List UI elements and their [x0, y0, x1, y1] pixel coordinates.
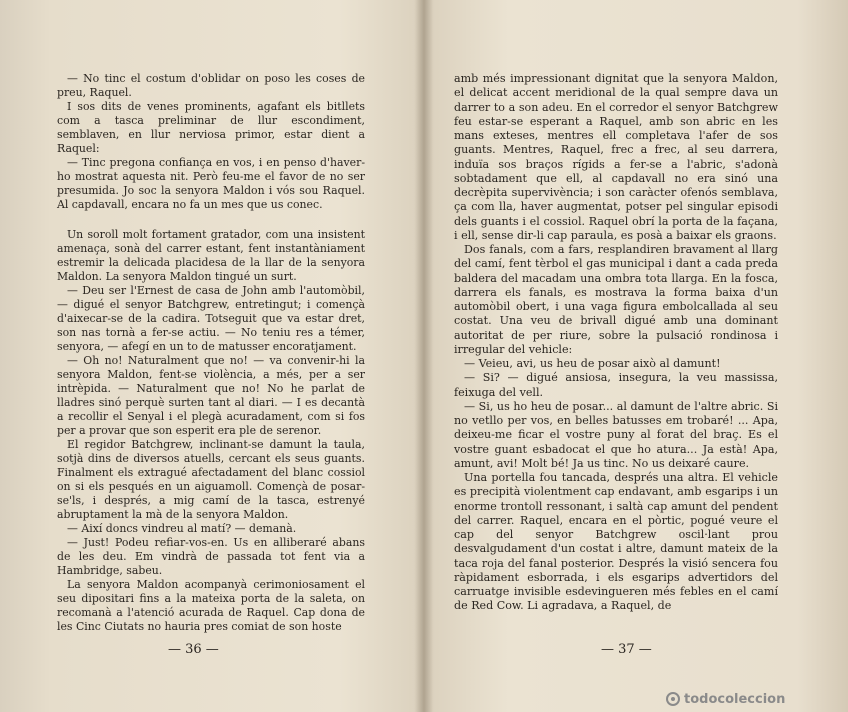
page-number-right: — 37 —	[601, 642, 652, 657]
watermark-text: todocoleccion	[684, 691, 786, 707]
paragraph: amb més impressionant dignitat que la senyora Maldon, el delicat accent meridional de la qual sempre dava un darrer to a son adeu. En el corredor el senyor Batchgrew feu estar-se esperant a Raquel, amb son abric en les mans exteses, mentres ell completava l'afer de sos guants. Mentres, Raquel, frec a frec, al seu darrera, induïa sos braços rígids a fer-se a l'abric, s'adonà sobtadament que ell, al capdavall no era sinó una decrèpita supervivència; i son caràcter ofenós semblava, ça com lla, haver augmentat, potser pel singular episodi dels guants i el cossiol. Raquel obrí la porta de la façana, i ell, sense dir-li cap paraula, es posà a baixar els graons.	[454, 72, 778, 242]
watermark-logo-icon	[666, 692, 680, 706]
paragraph: — Deu ser l'Ernest de casa de John amb l'automòbil, — digué el senyor Batchgrew, entretingut; i començà d'aixecar-se de la cadira. Totseguit que va estar dret, son nas tornà a fer-se actiu. — No teniu res a témer, senyora, — afegí en un to de matusser encoratjament.	[57, 284, 365, 353]
paragraph: — Tinc pregona confiança en vos, i en penso d'haver-ho mostrat aquesta nit. Però feu-me el favor de no ser presumida. Jo soc la senyora Maldon i vós sou Raquel. Al capdavall, encara no fa un mes que us conec.	[57, 156, 365, 211]
paragraph: — Just! Podeu refiar-vos-en. Us en alliberaré abans de les deu. Em vindrà de passada tot fent via a Hambridge, sabeu.	[57, 536, 365, 577]
right-page-text	[454, 72, 778, 614]
paragraph: Una portella fou tancada, després una altra. El vehicle es precipità violentment cap endavant, amb esgarips i un enorme trontoll ressonant, i saltà cap amunt del pendent del carrer. Raquel, encara en el pòrtic, pogué veure el cap del senyor Batchgrew oscil·lant prou desvalgudament d'un costat i altre, damunt mateix de la taca roja del fanal posterior. Després la visió sencera fou ràpidament esborrada, i els esgarips advertidors del carruatge invisible esdevingueren més febles en el camí de Red Cow. Li agradava, a Raquel, de	[454, 471, 778, 613]
paragraph: — No tinc el costum d'oblidar on poso les coses de preu, Raquel.	[57, 72, 365, 99]
page-number-left: — 36 —	[168, 642, 219, 657]
right-page	[424, 0, 848, 712]
paragraph: — Si? — digué ansiosa, insegura, la veu massissa, feixuga del vell.	[454, 371, 778, 399]
left-page-text	[57, 72, 365, 634]
watermark	[666, 688, 844, 710]
paragraph: Un soroll molt fortament gratador, com una insistent amenaça, sonà del carrer estant, fent instantàniament estremir la delicada placidesa de la llar de la senyora Maldon. La senyora Maldon tingué un surt.	[57, 228, 365, 283]
paragraph: — Així doncs vindreu al matí? — demanà.	[67, 522, 297, 535]
paragraph: El regidor Batchgrew, inclinant-se damunt la taula, sotjà dins de diversos atuells, cercant els seus guants. Finalment els extragué afectadament del blanc cossiol on si els pesqués en un aiguamoll. Començà de posar-se'ls, i després, a mig camí de la tasca, estrenyé abruptament la mà de la senyora Maldon.	[57, 438, 365, 521]
paragraph: — Oh no! Naturalment que no! — va convenir-hi la senyora Maldon, fent-se violència, a més, per a ser intrèpida. — Naturalment que no! No he parlat de lladres sinó perquè surten tant al diari. — I es decantà a recollir el Senyal i el plegà acuradament, com si fos per a provar que son esperit era ple de serenor.	[57, 354, 365, 437]
paragraph: — Veieu, avi, us heu de posar això al damunt!	[464, 357, 721, 370]
paragraph: La senyora Maldon acompanyà cerimoniosament el seu dipositari fins a la mateixa porta de la saleta, on recomanà a l'atenció acurada de Raquel. Cap dona de les Cinc Ciutats no hauria pres comiat de son hoste	[57, 578, 365, 633]
paragraph: Dos fanals, com a fars, resplandiren bravament al llarg del camí, fent tèrbol el gas municipal i dant a cada preda baldera del macadam una ombra tota llarga. En la fosca, darrera els fanals, es mostrava la forma baixa d'un automòbil obert, i una vaga figura embolcallada al seu costat. Una veu de brivall digué amb una dominant autoritat de per riure, sobre la pulsació rondinosa i irregular del vehicle:	[454, 243, 778, 356]
paragraph: — Si, us ho heu de posar... al damunt de l'altre abric. Si no vetllo per vos, en belles batusses em trobaré! ... Apa, deixeu-me ficar el vostre puny al forat del braç. Es el vostre guant esbadocat el que ho atura... Ja està! Apa, amunt, avi! Molt bé! Ja us tinc. No us deixaré caure.	[454, 399, 778, 470]
paragraph: I sos dits de venes prominents, agafant els bitllets com a tasca preliminar de llur escondiment, semblaven, en llur nerviosa primor, estar dient a Raquel:	[57, 100, 365, 155]
